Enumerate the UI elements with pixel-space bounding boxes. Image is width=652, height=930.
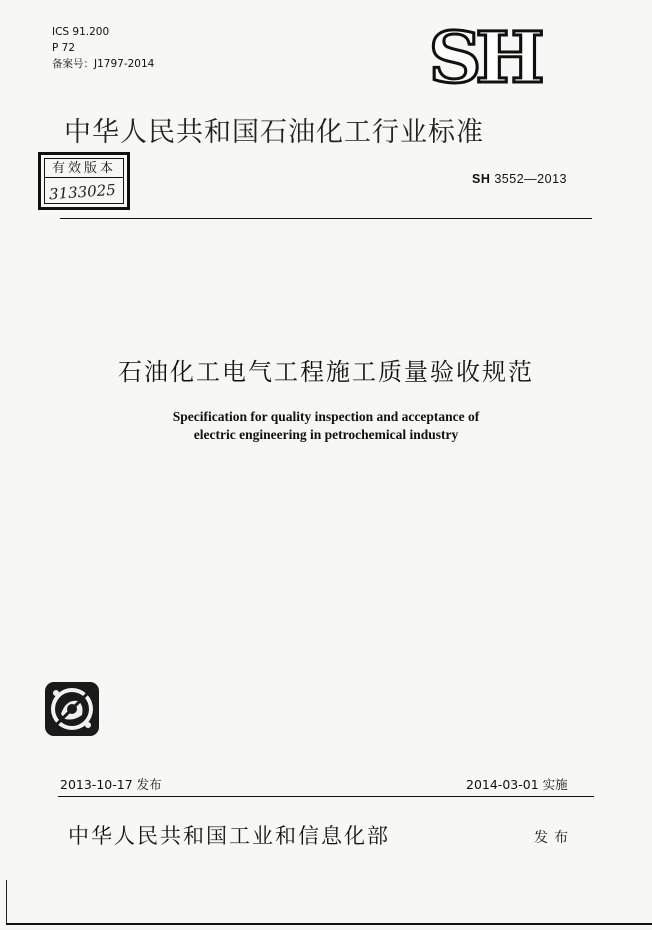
valid-version-stamp — [38, 152, 130, 210]
header-divider — [60, 218, 592, 219]
stamp-label: 有效版本 — [45, 157, 123, 178]
ics-code: ICS 91.200 — [52, 26, 110, 38]
stamp-handwritten-number: 3133025 — [48, 180, 117, 204]
classification-code: P 72 — [52, 42, 76, 54]
english-title-line-1: Specification for quality inspection and acceptance of — [172, 409, 480, 424]
standard-number — [472, 172, 567, 186]
sh-logo-text: SH — [428, 16, 539, 99]
issue-date: 2013-10-17 发布 — [60, 777, 162, 792]
publish-label: 发布 — [534, 830, 574, 846]
scan-edge-left — [6, 880, 7, 924]
scan-edge-bottom — [6, 923, 652, 925]
standard-prefix: SH — [472, 172, 491, 186]
filing-number: 备案号：J1797-2014 — [52, 58, 155, 70]
standard-code: 3552—2013 — [494, 172, 567, 186]
english-title-line-2: electric engineering in petrochemical industry — [193, 427, 459, 442]
chinese-title: 石油化工电气工程施工质量验收规范 — [118, 358, 534, 386]
implementation-date: 2014-03-01 实施 — [466, 777, 568, 792]
english-title — [0, 408, 652, 444]
publisher-name: 中华人民共和国工业和信息化部 — [68, 824, 390, 848]
ministry-emblem-icon — [44, 681, 100, 737]
industry-standard-header: 中华人民共和国石油化工行业标准 — [64, 117, 484, 148]
footer-divider — [58, 796, 594, 797]
sh-logo — [428, 16, 574, 99]
